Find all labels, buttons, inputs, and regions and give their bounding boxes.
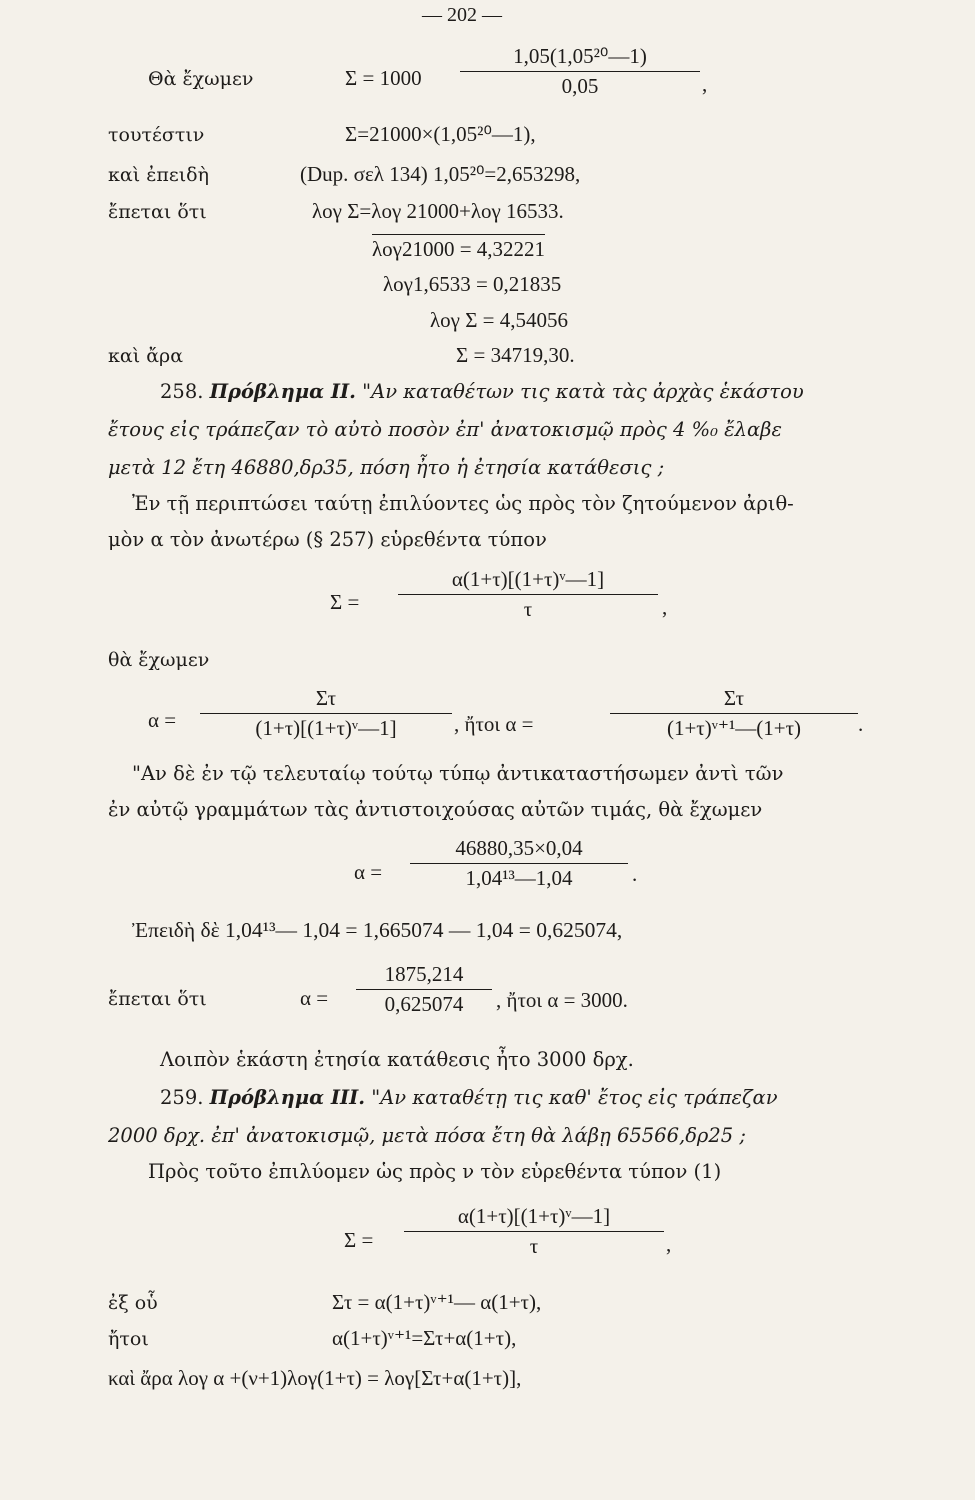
formula-2b-fraction <box>610 686 858 741</box>
problem-259-number: 259. <box>160 1086 204 1109</box>
eq-line-4: λογ Σ=λογ 21000+λογ 16533. <box>312 199 564 223</box>
problem-258-number: 258. <box>160 380 204 403</box>
problem-258-heading <box>160 380 804 403</box>
label-epetai-oti-2: ἔπεται ὅτι <box>108 988 207 1010</box>
eq-259-line4: Στ = α(1+τ)ᵛ⁺¹— α(1+τ), <box>332 1290 542 1314</box>
eq-log-21000: λογ21000 = 4,32221 <box>372 234 545 262</box>
formula-1-lhs: Σ = <box>330 590 360 614</box>
formula-2-period: . <box>858 712 864 736</box>
formula-5-numerator: α(1+τ)[(1+τ)ᵛ—1] <box>404 1204 664 1232</box>
problem-258-line5: μὸν α τὸν ἀνωτέρω (§ 257) εὑρεθέντα τύπον <box>108 528 547 551</box>
formula-3-fraction <box>410 836 628 891</box>
eq-259-line6: καὶ ἄρα λογ α +(ν+1)λογ(1+τ) = λογ[Στ+α(1+τ)], <box>108 1366 522 1390</box>
formula-4-numerator: 1875,214 <box>356 962 492 990</box>
problem-258-line1: "Αν καταθέτων τις κατὰ τὰς ἀρχὰς ἑκάστου <box>362 380 804 403</box>
eq-sigma-lhs: Σ = 1000 <box>345 66 422 90</box>
eq-line-3: (Dup. σελ 134) 1,05²⁰=2,653298, <box>300 162 581 186</box>
label-ex-ou: ἐξ οὗ <box>108 1292 158 1314</box>
fraction-numerator: 1,05(1,05²⁰—1) <box>460 44 700 72</box>
problem-259-heading <box>160 1086 778 1109</box>
fraction-denominator: 0,05 <box>561 74 599 98</box>
problem-258-line2: ἔτους εἰς τράπεζαν τὸ αὐτὸ ποσὸν ἐπ' ἀνατοκισμῷ πρὸς 4 %₀ ἔλαβε <box>108 418 782 441</box>
formula-3-numerator: 46880,35×0,04 <box>410 836 628 864</box>
problem-259-line3: Πρὸς τοῦτο ἐπιλύομεν ὡς πρὸς ν τὸν εὑρεθέντα τύπον (1) <box>148 1160 722 1183</box>
eq-line-2: Σ=21000×(1,05²⁰—1), <box>345 122 536 146</box>
problem-258-line8: ἐν αὐτῷ γραμμάτων τὰς ἀντιστοιχούσας αὐτῶν τιμάς, θὰ ἔχωμεν <box>108 798 763 821</box>
page-number: — 202 — <box>422 4 502 26</box>
formula-5-denominator: τ <box>529 1234 539 1258</box>
label-epetai-oti: ἔπεται ὅτι <box>108 201 207 223</box>
label-tha-exomen: Θὰ ἔχωμεν <box>148 68 254 90</box>
formula-3-lhs: α = <box>354 860 383 884</box>
formula-2b-denominator: (1+τ)ᵛ⁺¹—(1+τ) <box>666 716 802 740</box>
formula-4-result: , ἤτοι α = 3000. <box>496 988 628 1012</box>
formula-2-denominator: (1+τ)[(1+τ)ᵛ—1] <box>255 716 397 740</box>
problem-259-title: Πρόβλημα ΙΙΙ. <box>209 1086 366 1109</box>
eq-log-sigma: λογ Σ = 4,54056 <box>430 308 569 332</box>
formula-1-comma: , <box>662 595 668 619</box>
formula-5-comma: , <box>666 1232 672 1256</box>
formula-2-lhs: α = <box>148 708 177 732</box>
formula-2-fraction <box>200 686 452 741</box>
label-itoi: ἤτοι <box>108 1328 149 1350</box>
problem-258-conclusion: Λοιπὸν ἑκάστη ἐτησία κατάθεσις ἦτο 3000 δρχ. <box>160 1048 634 1071</box>
formula-3-period: . <box>632 862 638 886</box>
formula-1-denominator: τ <box>523 597 533 621</box>
formula-2-numerator: Στ <box>200 686 452 714</box>
formula-5-lhs: Σ = <box>344 1228 374 1252</box>
formula-4-lhs: α = <box>300 986 329 1010</box>
label-tha-exomen-2: θὰ ἔχωμεν <box>108 649 210 671</box>
fraction-compound <box>460 44 700 99</box>
eq-259-line5: α(1+τ)ᵛ⁺¹=Στ+α(1+τ), <box>332 1326 517 1350</box>
formula-4-denominator: 0,625074 <box>384 992 464 1016</box>
formula-4-fraction <box>356 962 492 1017</box>
comma: , <box>702 72 708 96</box>
problem-259-line1: "Αν καταθέτῃ τις καθ' ἔτος εἰς τράπεζαν <box>371 1086 778 1109</box>
problem-258-line9: Ἐπειδὴ δὲ 1,04¹³— 1,04 = 1,665074 — 1,04 = 0,625074, <box>132 918 623 942</box>
formula-1-fraction <box>398 567 658 622</box>
label-kai-ara: καὶ ἄρα <box>108 345 184 367</box>
problem-258-line7: "Αν δὲ ἐν τῷ τελευταίῳ τούτῳ τύπῳ ἀντικαταστήσωμεν ἀντὶ τῶν <box>132 762 784 785</box>
formula-5-fraction <box>404 1204 664 1259</box>
eq-result-sigma: Σ = 34719,30. <box>456 343 575 367</box>
label-toutestin: τουτέστιν <box>108 124 205 146</box>
eq-log-16533: λογ1,6533 = 0,21835 <box>383 272 562 296</box>
problem-258-title: Πρόβλημα ΙΙ. <box>209 380 356 403</box>
problem-258-line3: μετὰ 12 ἔτη 46880,δρ35, πόση ἦτο ἡ ἐτησία κατάθεσις ; <box>108 456 665 479</box>
formula-1-numerator: α(1+τ)[(1+τ)ᵛ—1] <box>398 567 658 595</box>
problem-259-line2: 2000 δρχ. ἐπ' ἀνατοκισμῷ, μετὰ πόσα ἔτη θὰ λάβῃ 65566,δρ25 ; <box>108 1124 746 1147</box>
formula-3-denominator: 1,04¹³—1,04 <box>465 866 573 890</box>
label-kai-epeidi: καὶ ἐπειδὴ <box>108 164 209 186</box>
problem-258-line4: Ἐν τῇ περιπτώσει ταύτῃ ἐπιλύοντες ὡς πρὸς τὸν ζητούμενον ἀριθ- <box>132 492 794 515</box>
formula-2-iitoi: , ἤτοι α = <box>454 712 534 736</box>
formula-2b-numerator: Στ <box>610 686 858 714</box>
